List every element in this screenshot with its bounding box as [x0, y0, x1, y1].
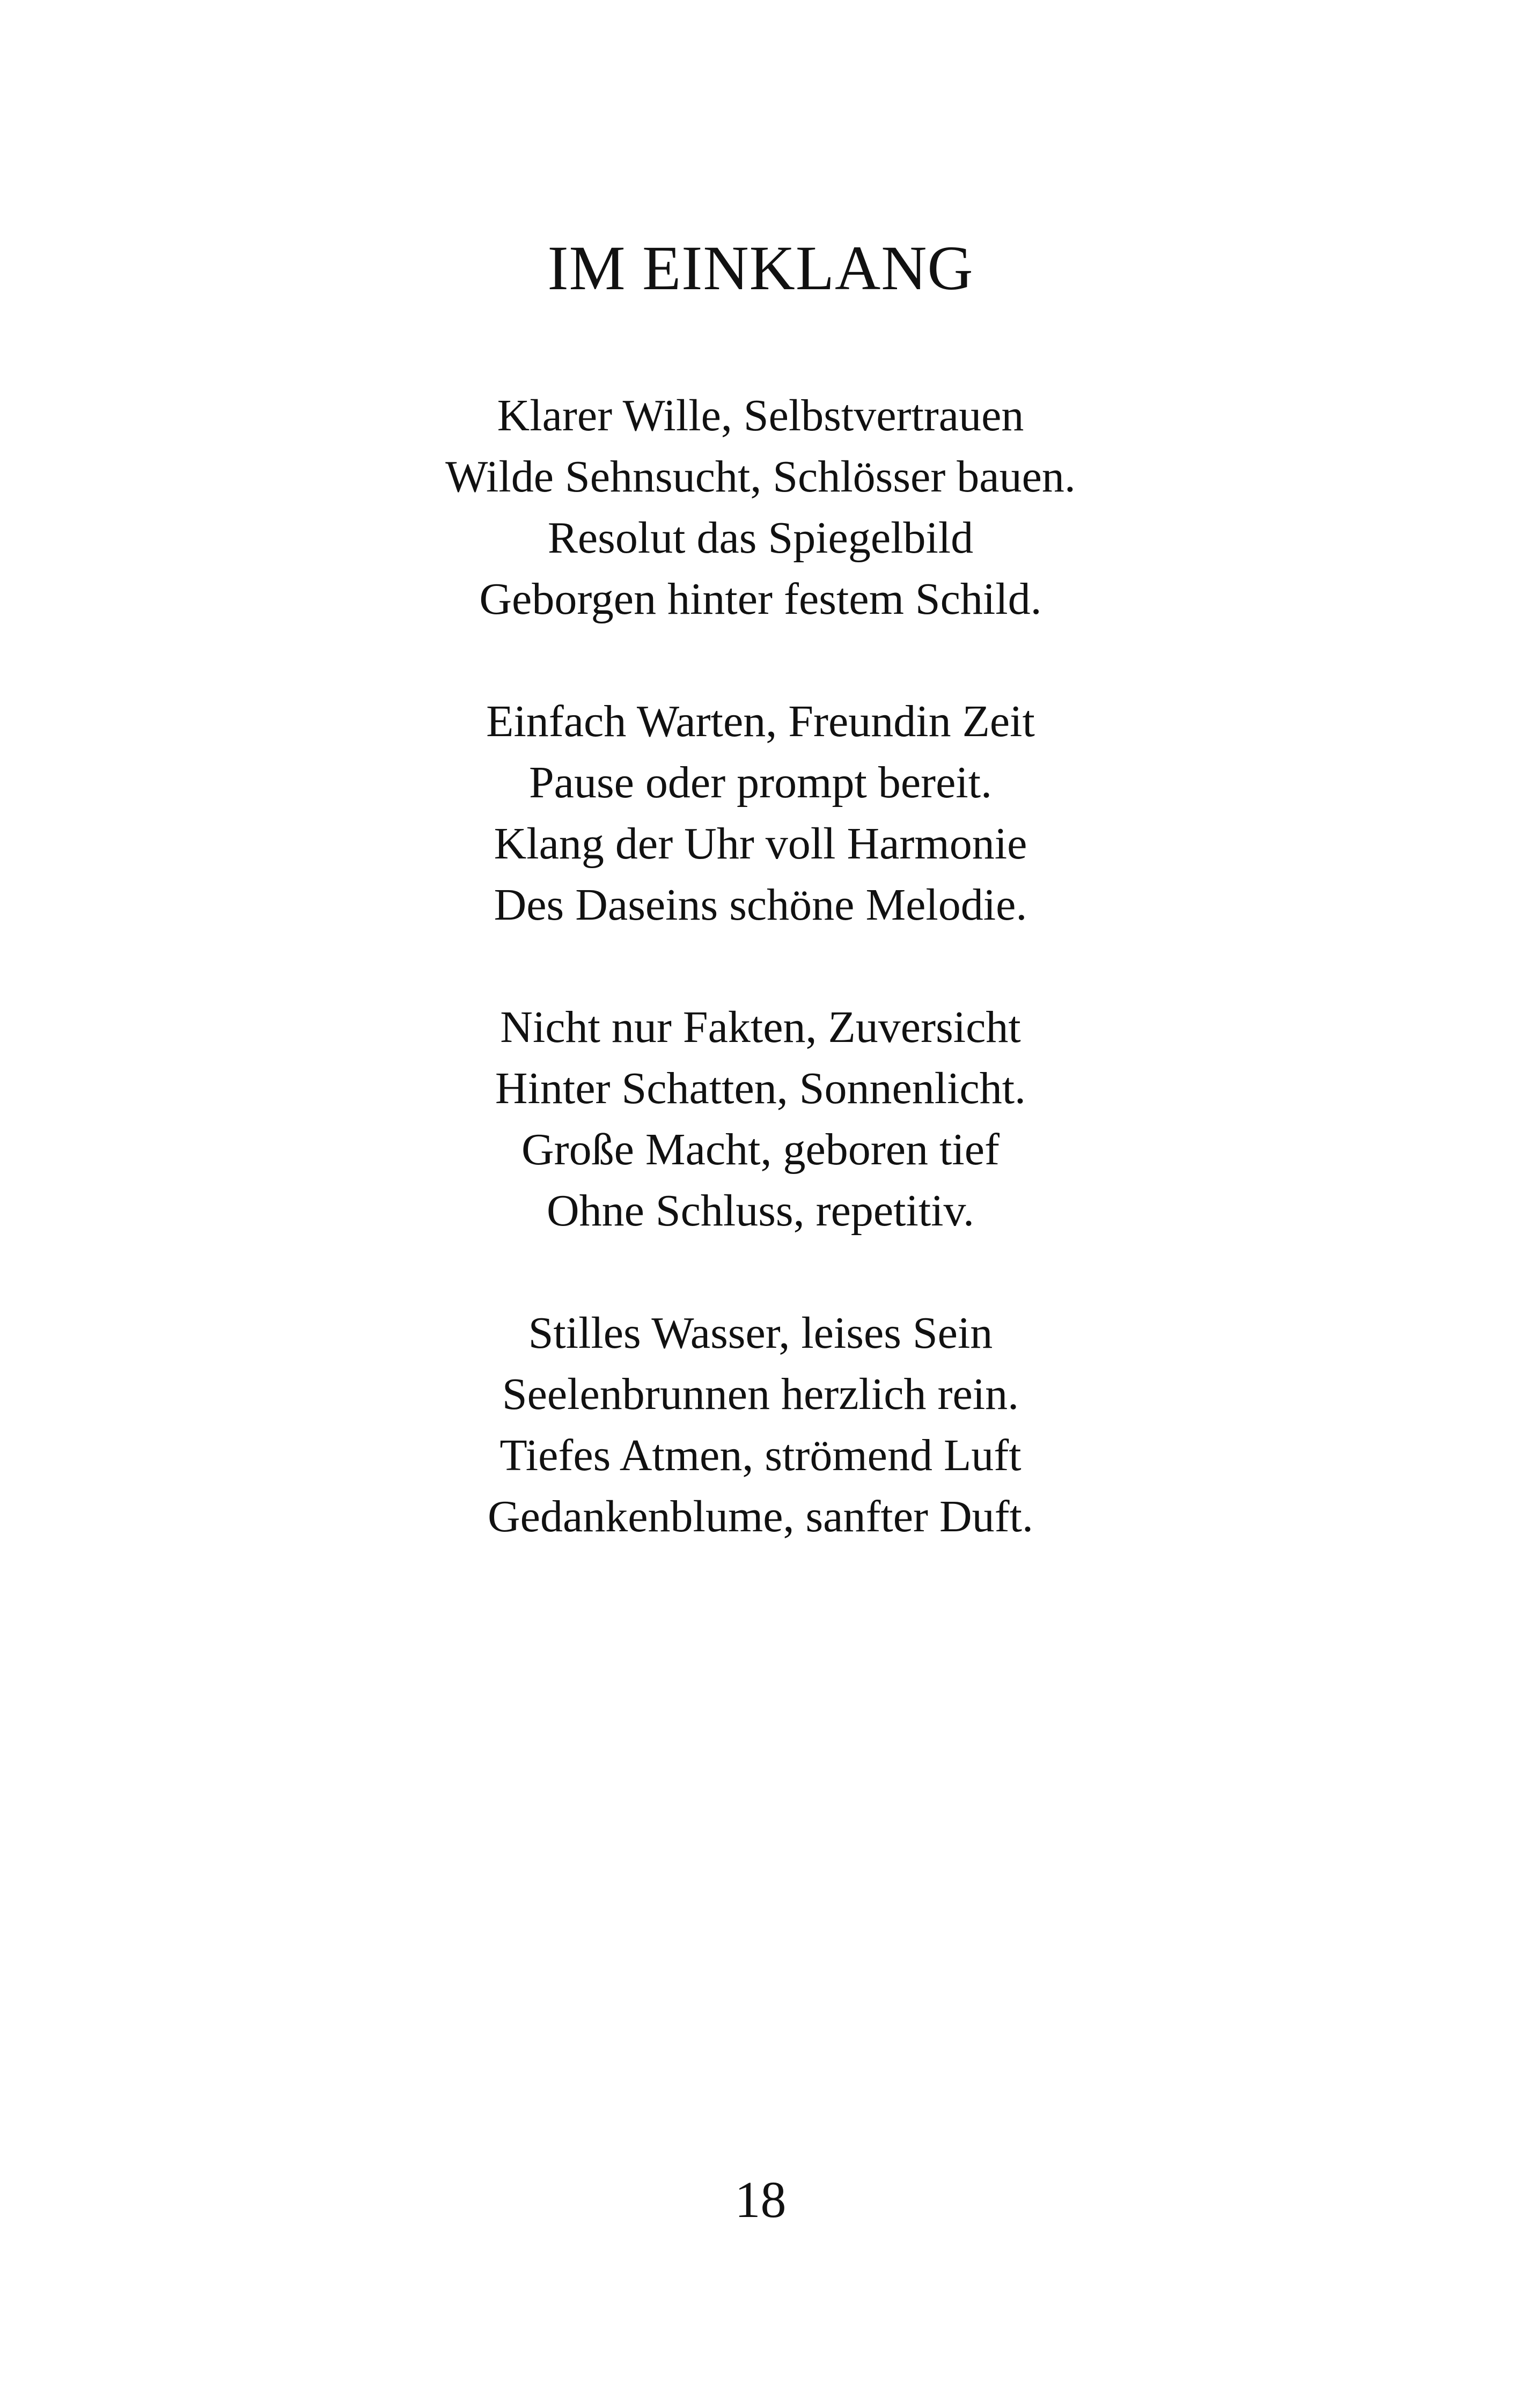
stanza-3 — [0, 997, 1521, 1242]
stanza-1 — [0, 385, 1521, 630]
poem-line: Nicht nur Fakten, Zuversicht — [500, 1002, 1021, 1052]
poem-line: Hinter Schatten, Sonnenlicht. — [495, 1063, 1026, 1113]
poem-line: Des Daseins schöne Melodie. — [494, 880, 1027, 930]
poem-line: Ohne Schluss, repetitiv. — [546, 1186, 975, 1236]
poem-line: Wilde Sehnsucht, Schlösser bauen. — [445, 452, 1076, 502]
poem-line: Klang der Uhr voll Harmonie — [494, 819, 1027, 869]
poem-line: Große Macht, geboren tief — [521, 1125, 1000, 1174]
stanza-4 — [0, 1303, 1521, 1547]
poem-line: Stilles Wasser, leises Sein — [528, 1308, 993, 1358]
poem-line: Einfach Warten, Freundin Zeit — [486, 696, 1035, 746]
poem-title: IM EINKLANG — [547, 233, 974, 303]
stanza-2 — [0, 691, 1521, 936]
poem-line: Tiefes Atmen, strömend Luft — [499, 1430, 1022, 1480]
page-number: 18 — [734, 2171, 787, 2228]
poem-body — [0, 385, 1521, 1609]
poem-line: Klarer Wille, Selbstvertrauen — [497, 391, 1024, 441]
poem-line: Resolut das Spiegelbild — [547, 513, 974, 563]
poem-line: Geborgen hinter festem Schild. — [479, 574, 1042, 624]
poem-line: Seelenbrunnen herzlich rein. — [502, 1369, 1019, 1419]
poem-line: Gedankenblume, sanfter Duft. — [488, 1492, 1033, 1541]
poem-line: Pause oder prompt bereit. — [528, 758, 993, 807]
